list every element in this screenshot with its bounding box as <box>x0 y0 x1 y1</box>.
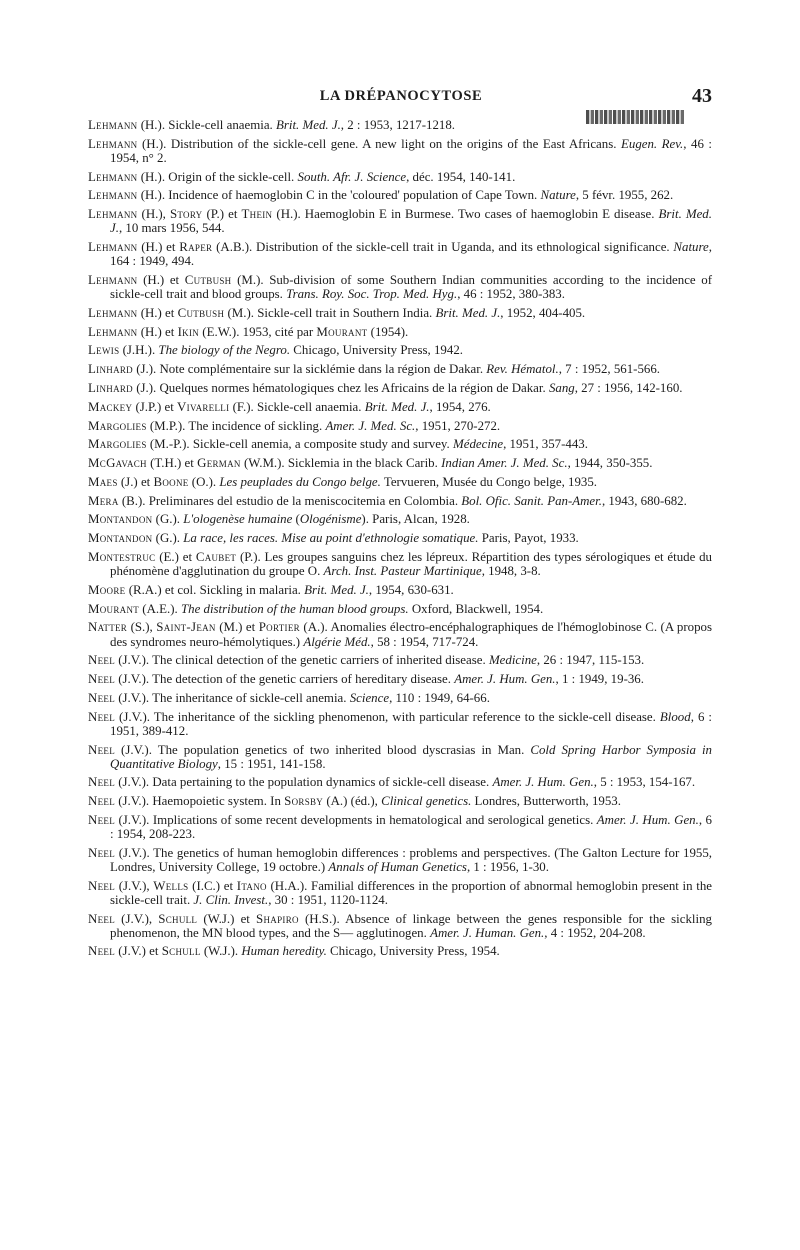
reference-text: (J.V.). The inheritance of the sickling phenomenon, with particular reference to the sickle-cell disease. <box>115 709 660 724</box>
reference-text: (W.M.). Sicklemia in the black Carib. <box>240 456 442 471</box>
author-name: Lehmann <box>88 324 138 339</box>
title-italic: Les peuplades du Congo belge. <box>219 474 381 489</box>
reference-text: (J.V.). Data pertaining to the population dynamics of sickle-cell disease. <box>115 775 493 790</box>
author-name: Caubet <box>195 550 237 564</box>
author-name: Story <box>169 207 203 222</box>
reference-text: (T.H.) et <box>146 456 198 471</box>
author-name: Vivarelli <box>177 399 230 414</box>
author-name: Neel <box>88 944 116 959</box>
author-name: Neel <box>88 911 116 926</box>
reference-text: ). Paris, Alcan, 1928. <box>361 512 470 527</box>
author-name: Lewis <box>88 343 120 358</box>
title-italic: Medicine <box>488 653 537 668</box>
reference-entry <box>88 137 712 165</box>
reference-text: (W.J.). <box>200 944 242 959</box>
author-name: Thein <box>241 207 273 222</box>
author-name: Margolies <box>88 418 147 433</box>
reference-text: , 30 : 1951, 1120-1124. <box>268 892 388 907</box>
running-title: LA DRÉPANOCYTOSE <box>319 88 483 104</box>
title-italic: L'ologenèse humaine <box>183 512 293 527</box>
title-italic: Brit. Med. J. <box>435 305 501 320</box>
reference-text: (B.). Preliminares del estudio de la meniscocitemia en Colombia. <box>118 493 462 508</box>
reference-entry <box>88 794 712 808</box>
reference-text: , 15 : 1951, 141-158. <box>217 756 326 771</box>
reference-entry <box>88 306 712 320</box>
reference-entry <box>88 188 712 202</box>
reference-text: (H.A.). Familial differences in the proportion of abnormal hemoglobin present in the sickle-cell trait. <box>110 878 712 907</box>
reference-entry <box>88 531 712 545</box>
reference-text: Paris, Payot, 1933. <box>478 531 579 546</box>
reference-entry <box>88 912 712 940</box>
reference-text: (H.). Sickle-cell anaemia. <box>137 118 276 132</box>
reference-text: , 110 : 1949, 64-66. <box>389 690 490 705</box>
title-italic: Cold Spring Harbor Symposia in Quantitative Biology <box>110 742 712 771</box>
reference-text: (E.) et <box>155 550 196 564</box>
author-name: Mackey <box>88 399 133 414</box>
reference-text: (F.). Sickle-cell anaemia. <box>229 399 365 414</box>
reference-text: Oxford, Blackwell, 1954. <box>408 601 544 616</box>
author-name: Neel <box>88 709 116 724</box>
reference-text: (J.V.), <box>115 911 159 926</box>
author-name: Montestruc <box>88 550 156 564</box>
reference-text: , 5 : 1953, 154-167. <box>593 775 696 790</box>
reference-text: (A.E.). <box>139 601 181 616</box>
author-name: Linhard <box>88 380 133 395</box>
author-name: Lehmann <box>88 136 138 151</box>
reference-text: (M.) et <box>215 620 259 635</box>
reference-text: (J.V.). The genetics of human hemoglobin differences : problems and perspectives. (The Galton Lecture for 1955, Londres, University College, 19 octobre.) <box>110 845 712 874</box>
reference-entry <box>88 437 712 451</box>
reference-text: Chicago, University Press, 1954. <box>326 944 500 959</box>
title-italic: Brit. Med. J. <box>364 399 430 414</box>
author-name: Neel <box>88 672 116 687</box>
title-italic: La race, les races. Mise au point d'ethnologie somatique. <box>183 531 479 546</box>
reference-text: , 46 : 1952, 380-383. <box>457 287 565 302</box>
author-name: Neel <box>88 878 116 893</box>
reference-text: , 1954, 276. <box>429 399 491 414</box>
reference-entry <box>88 583 712 597</box>
author-name: Neel <box>88 775 116 790</box>
author-name: Lehmann <box>88 118 138 132</box>
author-name: Mourant <box>88 601 140 616</box>
reference-text: (M.P.). The incidence of sickling. <box>146 418 326 433</box>
reference-text: (H.) et <box>137 305 178 320</box>
reference-entry <box>88 207 712 235</box>
reference-entry <box>88 475 712 489</box>
author-name: Sorsby <box>284 794 324 809</box>
author-name: Lehmann <box>88 272 138 287</box>
reference-text: (J.V.). The inheritance of sickle-cell anemia. <box>115 690 350 705</box>
reference-text: , 1 : 1956, 1-30. <box>466 859 549 874</box>
reference-entry <box>88 240 712 268</box>
title-italic: Annals of Human Genetics <box>328 859 467 874</box>
title-italic: Eugen. Rev. <box>621 136 684 151</box>
title-italic: Blood <box>659 709 691 724</box>
author-name: Wells <box>153 878 189 893</box>
reference-text: , 58 : 1954, 717-724. <box>370 634 479 649</box>
reference-text: (H.S.). Absence of linkage between the genes responsible for the sickling phenomenon, the MN blood types, and the S— agglutinogen. <box>110 911 712 940</box>
reference-entry <box>88 775 712 789</box>
reference-text: (J.V.). Implications of some recent developments in hematological and serological genetics. <box>115 812 597 827</box>
reference-text: , 6 : 1954, 208-223. <box>110 812 713 842</box>
reference-text: (J.P.) et <box>132 399 178 414</box>
author-name: Lehmann <box>88 240 138 255</box>
author-name: Mourant <box>316 324 368 339</box>
reference-text: , 27 : 1956, 142-160. <box>574 380 683 395</box>
author-name: Lehmann <box>88 305 138 320</box>
title-italic: Rev. Hématol. <box>486 362 559 377</box>
author-name: Neel <box>88 653 116 668</box>
title-italic: Trans. Roy. Soc. Trop. Med. Hyg. <box>286 287 458 302</box>
author-name: Mera <box>88 493 119 508</box>
author-name: Raper <box>179 240 213 255</box>
author-name: Maes <box>88 474 118 489</box>
author-name: Itano <box>236 878 267 893</box>
title-italic: Amer. J. Med. Sc. <box>325 418 416 433</box>
reference-text: , 1948, 3-8. <box>481 564 541 579</box>
reference-entry <box>88 381 712 395</box>
reference-text: (J.V.), <box>115 878 154 893</box>
reference-text: , 1951, 357-443. <box>503 437 588 452</box>
reference-text: (H.). Incidence of haemoglobin C in the 'coloured' population of Cape Town. <box>137 188 541 203</box>
reference-text: (O.). <box>188 474 220 489</box>
reference-text: (H.) et <box>137 240 180 255</box>
author-name: Lehmann <box>88 207 138 222</box>
reference-text: , 7 : 1952, 561-566. <box>558 362 661 377</box>
reference-entry <box>88 118 712 132</box>
author-name: Ikin <box>177 324 200 339</box>
reference-entry <box>88 743 712 771</box>
author-name: Margolies <box>88 437 147 452</box>
title-italic: Ologénisme <box>299 512 362 527</box>
reference-text: (S.), <box>127 620 157 635</box>
author-name: Saint-Jean <box>156 620 216 635</box>
title-italic: Science <box>349 690 390 705</box>
reference-entry <box>88 944 712 958</box>
author-name: Portier <box>258 620 300 635</box>
title-italic: J. Clin. Invest. <box>193 892 269 907</box>
reference-text: , 6 : 1951, 389-412. <box>110 709 713 738</box>
title-italic: Brit. Med. J. <box>110 207 712 236</box>
title-italic: Amer. J. Human. Gen. <box>430 925 545 940</box>
reference-entry <box>88 691 712 705</box>
reference-entry <box>88 846 712 874</box>
author-name: Neel <box>88 845 116 860</box>
reference-text: (1954). <box>367 324 409 339</box>
title-italic: Brit. Med. J. <box>276 118 341 132</box>
author-name: Cutbush <box>177 305 225 320</box>
title-italic: The distribution of the human blood groups. <box>180 601 409 616</box>
reference-text: (G.). <box>152 512 184 527</box>
reference-text: (M.). Sickle-cell trait in Southern India. <box>224 305 436 320</box>
author-name: Schull <box>161 944 201 959</box>
reference-text: (W.J.) et <box>197 911 257 926</box>
reference-entry <box>88 710 712 738</box>
reference-entry <box>88 653 712 667</box>
reference-text: (M.-P.). Sickle-cell anemia, a composite study and survey. <box>146 437 453 452</box>
reference-text: (A.) (éd.), <box>323 794 382 809</box>
author-name: Neel <box>88 794 116 809</box>
reference-text: (I.C.) et <box>188 878 237 893</box>
author-name: Montandon <box>88 512 153 527</box>
reference-text: (H.) et <box>137 324 178 339</box>
reference-text: , déc. 1954, 140-141. <box>406 169 516 184</box>
author-name: Lehmann <box>88 169 138 184</box>
reference-text: (J.H.). <box>119 343 159 358</box>
title-italic: Amer. J. Hum. Gen. <box>454 672 556 687</box>
reference-entry <box>88 419 712 433</box>
author-name: German <box>197 456 241 471</box>
reference-entry <box>88 400 712 414</box>
reference-text: , 1 : 1949, 19-36. <box>555 672 644 687</box>
title-italic: Algérie Méd. <box>303 634 371 649</box>
author-name: Neel <box>88 690 116 705</box>
title-italic: Brit. Med. J. <box>304 582 369 597</box>
title-italic: Sang <box>548 380 575 395</box>
reference-text: Chicago, University Press, 1942. <box>290 343 463 358</box>
title-italic: Clinical genetics. <box>381 794 472 809</box>
reference-entry <box>88 343 712 357</box>
author-name: Boone <box>153 474 189 489</box>
reference-entry <box>88 325 712 339</box>
reference-text: , 10 mars 1956, 544. <box>118 221 225 236</box>
reference-text: (H.), <box>137 207 170 222</box>
reference-text: , 1944, 350-355. <box>567 456 653 471</box>
reference-text: , 1952, 404-405. <box>500 305 586 320</box>
reference-text: , 4 : 1952, 204-208. <box>544 925 646 940</box>
author-name: McGavach <box>88 456 147 471</box>
reference-entry <box>88 602 712 616</box>
title-italic: Human heredity. <box>241 944 327 959</box>
reference-text: ( <box>292 512 300 527</box>
reference-text: Londres, Butterworth, 1953. <box>471 794 621 809</box>
reference-text: (A.B.). Distribution of the sickle-cell trait in Uganda, and its ethnological significance. <box>212 240 674 255</box>
author-name: Moore <box>88 582 126 597</box>
reference-text: (P.). Les groupes sanguins chez les lépreux. Répartition des types sérologiques et étude du phénomène d'agglutination du groupe O. <box>110 550 712 579</box>
reference-text: (R.A.) et col. Sickling in malaria. <box>125 582 305 597</box>
author-name: Linhard <box>88 362 133 377</box>
reference-entry <box>88 620 712 648</box>
reference-text: , 164 : 1949, 494. <box>110 240 712 269</box>
reference-text: (J.V.). The detection of the genetic carriers of hereditary disease. <box>115 672 455 687</box>
reference-text: (J.). Note complémentaire sur la sicklémie dans la région de Dakar. <box>132 362 487 377</box>
reference-entry <box>88 879 712 907</box>
reference-text: , 46 : 1954, n° 2. <box>110 136 712 165</box>
reference-entry <box>88 813 712 841</box>
reference-text: (G.). <box>152 531 184 546</box>
title-italic: Amer. J. Hum. Gen. <box>492 775 594 790</box>
reference-entry <box>88 494 712 508</box>
bibliography-list <box>88 118 712 963</box>
title-italic: Nature <box>673 240 709 255</box>
reference-text: (H.). Origin of the sickle-cell. <box>137 169 298 184</box>
reference-text: (J.). Quelques normes hématologiques chez les Africains de la région de Dakar. <box>132 380 549 395</box>
reference-text: (H.). Haemoglobin E in Burmese. Two cases of haemoglobin E disease. <box>272 207 659 222</box>
reference-entry <box>88 170 712 184</box>
author-name: Lehmann <box>88 188 138 203</box>
reference-text: (J.V.). The clinical detection of the genetic carriers of inherited disease. <box>115 653 489 668</box>
author-name: Cutbush <box>184 272 232 287</box>
author-name: Neel <box>88 812 116 827</box>
reference-entry <box>88 362 712 376</box>
reference-text: , 26 : 1947, 115-153. <box>536 653 645 668</box>
author-name: Schull <box>158 911 198 926</box>
reference-text: (M.). Sub-division of some Southern Indian communities according to the incidence of sickle-cell trait and blood groups. <box>110 272 713 302</box>
author-name: Neel <box>88 742 116 757</box>
title-italic: Indian Amer. J. Med. Sc. <box>441 456 568 471</box>
page-number: 43 <box>692 85 712 107</box>
title-italic: The biology of the Negro. <box>158 343 291 358</box>
reference-text: , 1954, 630-631. <box>368 582 454 597</box>
title-italic: Bol. Ofic. Sanit. Pan-Amer. <box>461 493 602 508</box>
author-name: Shapiro <box>256 911 299 926</box>
title-italic: Amer. J. Hum. Gen. <box>596 812 699 827</box>
reference-text: (A.). Anomalies électro-encéphalographiques de l'hémoglobinose C. (A propos des syndromes neuro-hémolytiques.) <box>110 620 712 649</box>
title-italic: Nature <box>540 188 576 203</box>
page-header <box>90 85 712 112</box>
reference-text: (H.). Distribution of the sickle-cell gene. A new light on the origins of the East Africans. <box>137 136 621 151</box>
author-name: Natter <box>88 620 128 635</box>
reference-entry <box>88 456 712 470</box>
reference-text: , 2 : 1953, 1217-1218. <box>340 118 456 132</box>
reference-text: , 1951, 270-272. <box>415 418 501 433</box>
reference-entry <box>88 512 712 526</box>
reference-text: (J.V.) et <box>115 944 162 959</box>
reference-text: , 5 févr. 1955, 262. <box>575 188 674 203</box>
reference-text: , 1943, 680-682. <box>601 493 687 508</box>
reference-entry <box>88 550 712 578</box>
reference-text: (J.V.). Haemopoietic system. In <box>115 794 285 809</box>
reference-entry <box>88 273 712 301</box>
reference-entry <box>88 672 712 686</box>
title-italic: Arch. Inst. Pasteur Martinique <box>323 564 482 579</box>
reference-text: (J.V.). The population genetics of two inherited blood dyscrasias in Man. <box>115 742 531 757</box>
title-italic: Médecine <box>453 437 504 452</box>
reference-text: (E.W.). 1953, cité par <box>199 324 317 339</box>
reference-text: Tervueren, Musée du Congo belge, 1935. <box>380 474 598 489</box>
reference-text: (J.) et <box>117 474 154 489</box>
author-name: Montandon <box>88 531 153 546</box>
reference-text: (H.) et <box>137 272 185 287</box>
reference-text: (P.) et <box>202 207 242 222</box>
title-italic: South. Afr. J. Science <box>297 169 407 184</box>
